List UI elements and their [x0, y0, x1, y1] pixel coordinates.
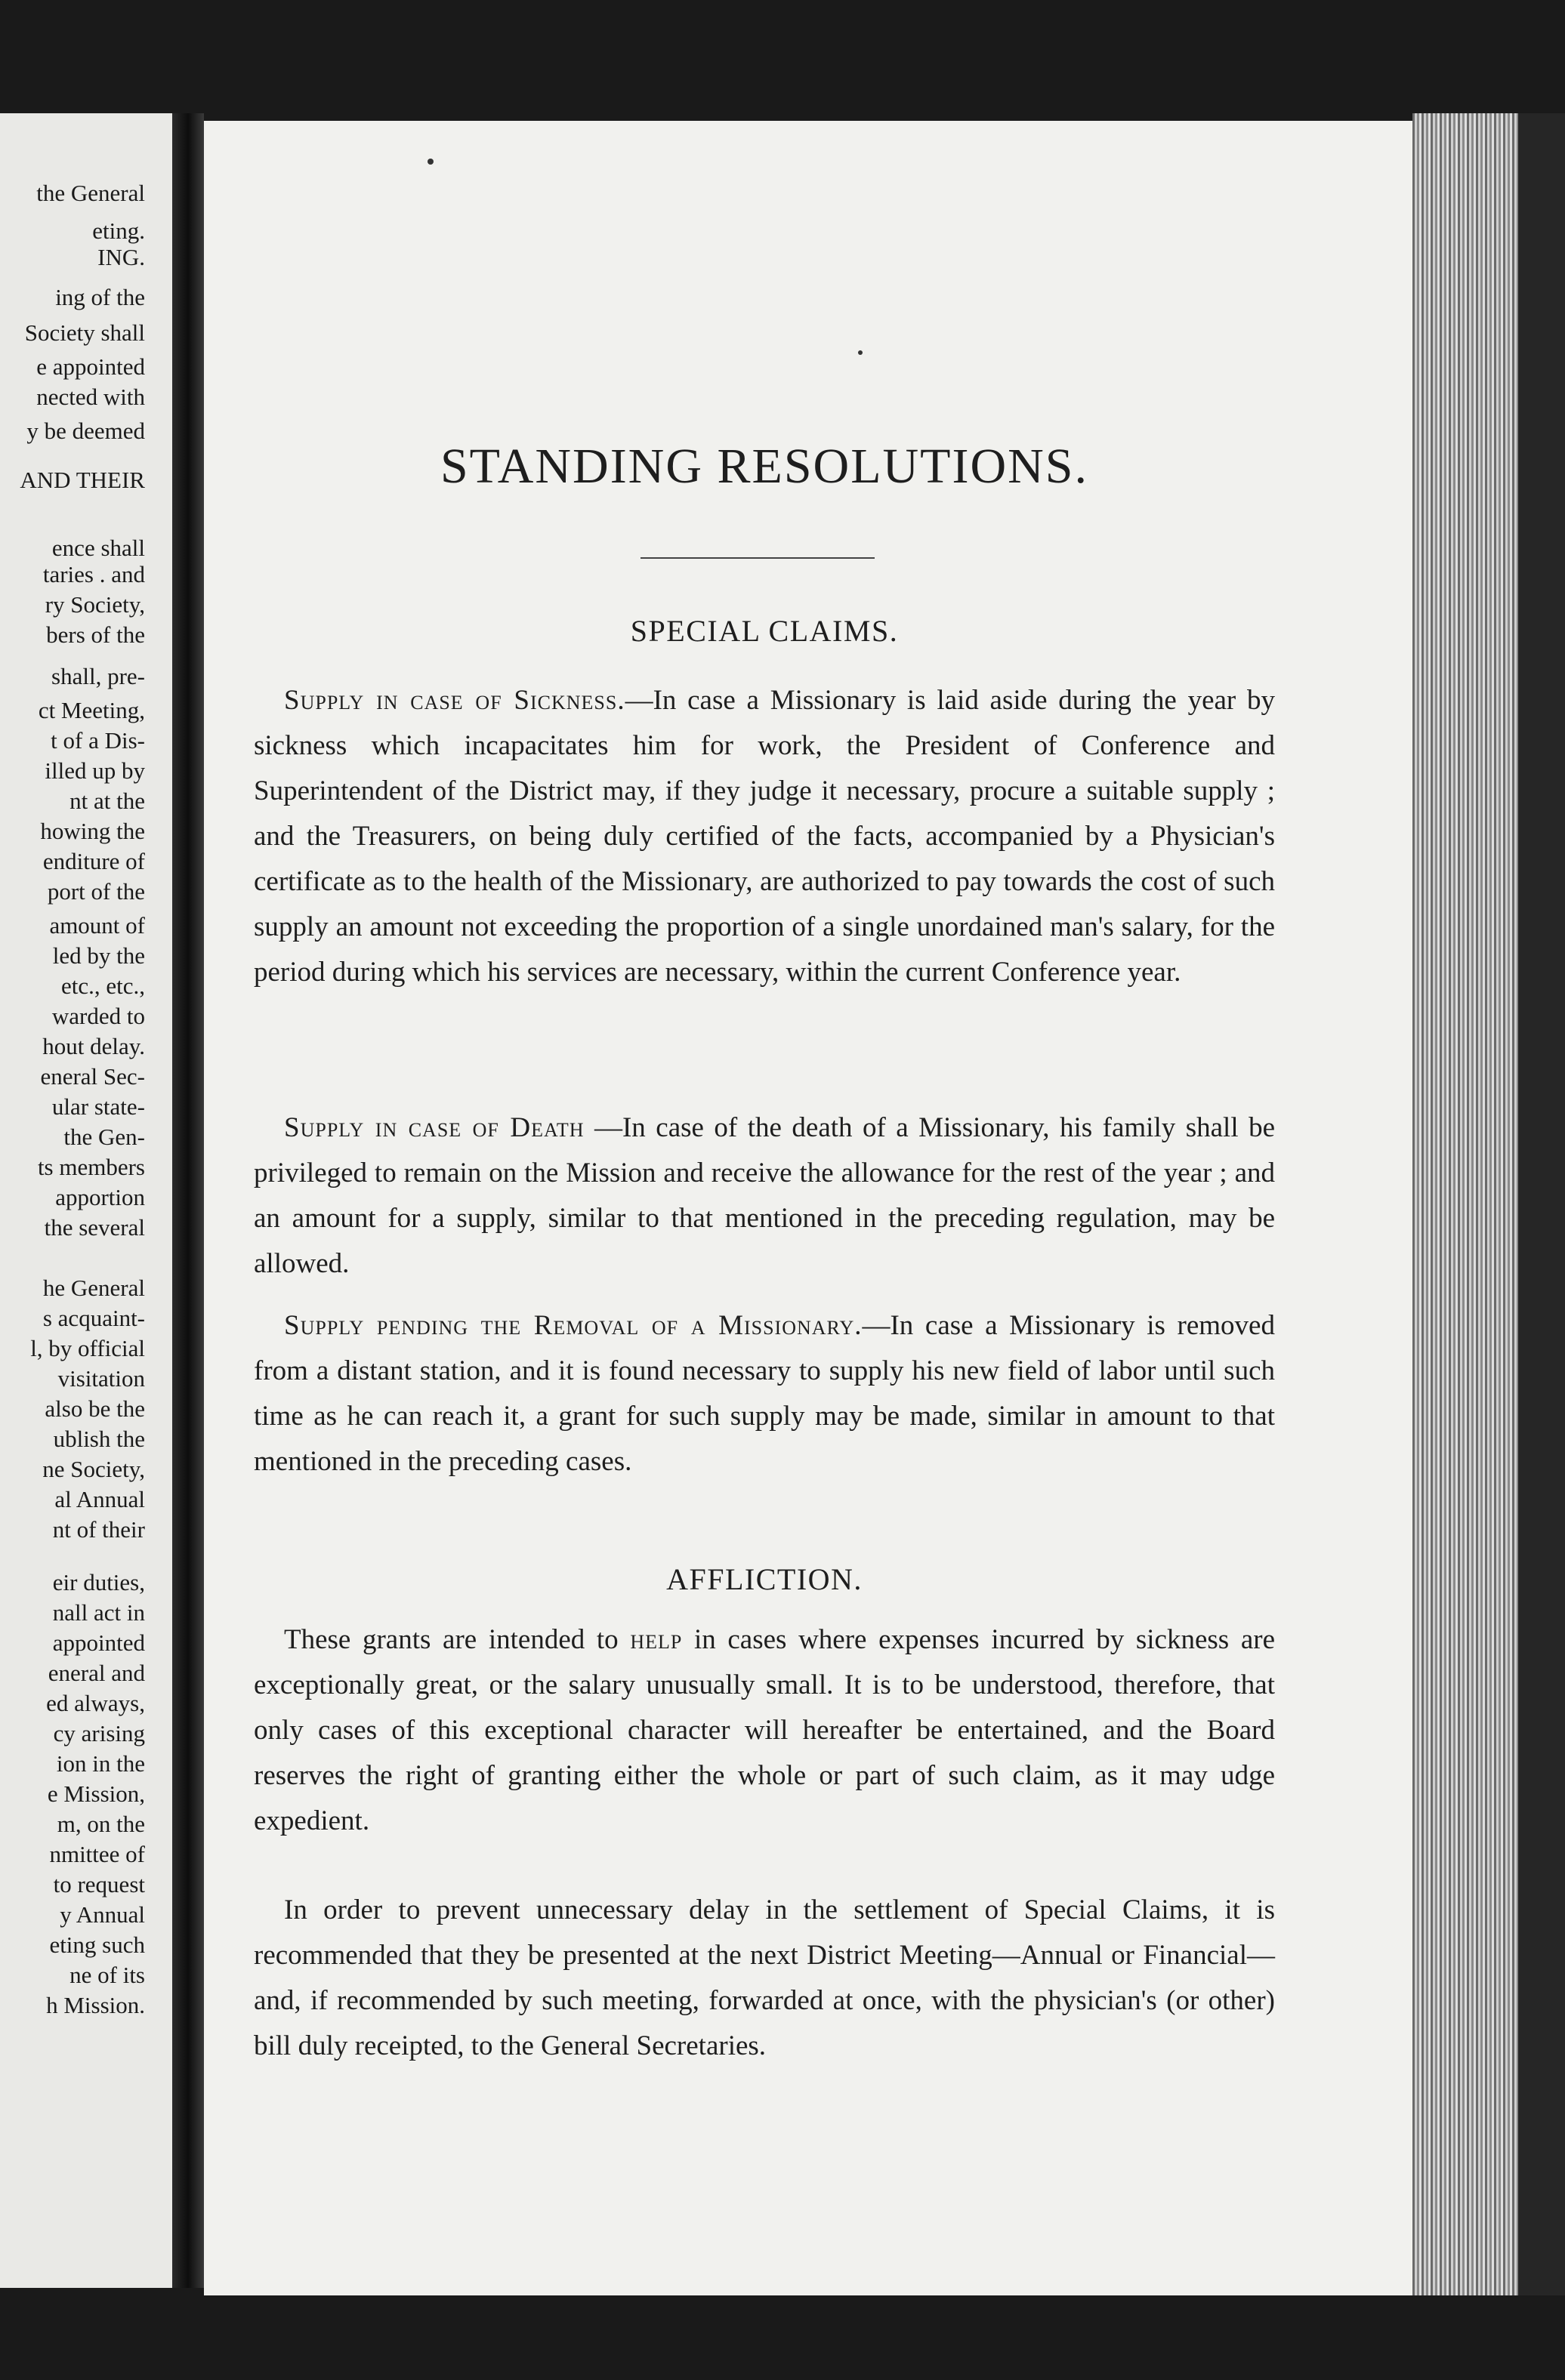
affliction-heading: AFFLICTION.: [666, 1562, 863, 1596]
left-page-line: e Mission,: [47, 1780, 145, 1807]
left-page-line: eting.: [92, 217, 145, 244]
left-page-line: bers of the: [46, 621, 145, 648]
speck: [428, 159, 434, 165]
left-page-line: ence shall: [51, 535, 145, 561]
left-page-line: to request: [53, 1871, 145, 1898]
left-page-line: h Mission.: [46, 1992, 145, 2018]
left-page-line: ed always,: [46, 1690, 145, 1716]
left-page-line: m, on the: [57, 1811, 145, 1837]
affliction-p1-post: in cases where expenses incurred by sickness are exceptionally great, or the salary unusually small. It is to be understood, therefore, that only cases of this exceptional character will hereafter be entertained, and the Board reserves the right of granting either the whole or part of such claim, as it may udge expedient.: [254, 1624, 1275, 1836]
special-claims-heading: SPECIAL CLAIMS.: [630, 614, 899, 648]
book-gutter: [172, 113, 204, 2288]
removal-text: —In case a Missionary is removed from a distant station, and it is found necessary to supply his new field of labor until such time as he can reach it, a grant for such supply may be made, similar in amount to that mentioned in the preceding cases.: [254, 1310, 1275, 1477]
left-page-line: warded to: [51, 1003, 145, 1029]
left-page-line: eir duties,: [52, 1569, 145, 1595]
left-page-line: ct Meeting,: [38, 697, 145, 723]
page-edge-stack: [1412, 113, 1518, 2295]
affliction-help-word: help: [630, 1624, 683, 1655]
left-page-line: appointed: [52, 1629, 145, 1656]
left-page-line: Society shall: [24, 319, 145, 346]
sickness-text: —In case a Missionary is laid aside during the year by sickness which incapacitates him for work, the President of Conference and Superintendent of the District may, if they judge it necessary, procure a suitable supply ; and the Treasurers, on being duly certified of the facts, accompanied by a Physician's certificate as to the health of the Missionary, are authorized to pay towards the cost of such supply an amount not exceeding the proportion of a single unordained man's salary, for the period during which his services are necessary, within the current Conference year.: [254, 685, 1275, 988]
left-page-line: port of the: [47, 878, 145, 905]
left-page-line: ry Society,: [45, 591, 145, 618]
left-page-line: nected with: [36, 384, 145, 410]
removal-lead: Supply pending the Removal of a Missionary.: [284, 1310, 863, 1341]
left-page-line: illed up by: [45, 757, 145, 784]
left-page-line: led by the: [52, 942, 145, 969]
left-page-line: visitation: [57, 1365, 145, 1392]
left-page-line: s acquaint-: [42, 1305, 145, 1331]
left-page-line: eneral and: [48, 1660, 145, 1686]
left-page-line: l, by official: [30, 1335, 145, 1361]
affliction-paragraph-2: In order to prevent unnecessary delay in the settlement of Special Claims, it is recommended that they be presented at the next District Meeting—Annual or Financial—and, if recommended by such meeting, forwarded at once, with the physician's (or other) bill duly receipted, to the General Secretaries.: [254, 1894, 1275, 2061]
left-page-line: also be the: [45, 1395, 145, 1422]
sickness-paragraph: [254, 678, 1275, 995]
speck: [858, 350, 863, 355]
affliction-paragraph-1: [254, 1617, 1275, 1844]
left-page-line: ne of its: [69, 1962, 145, 1988]
left-page-line: shall, pre-: [51, 663, 145, 689]
left-page-line: AND THEIR: [20, 467, 145, 493]
left-page-line: e appointed: [36, 353, 145, 380]
left-page-line: nt at the: [69, 788, 145, 814]
left-page-line: ne Society,: [42, 1456, 145, 1482]
sickness-lead: Supply in case of Sickness.: [284, 685, 625, 716]
death-lead: Supply in case of Death: [284, 1112, 585, 1143]
death-paragraph: [254, 1105, 1275, 1287]
left-page-line: ING.: [97, 244, 145, 270]
left-page-line: eneral Sec-: [40, 1063, 145, 1090]
left-page-line: etc., etc.,: [60, 973, 145, 999]
left-page-line: ing of the: [55, 284, 145, 310]
left-page-line: the several: [44, 1214, 145, 1241]
left-page-line: taries . and: [42, 561, 145, 587]
left-page-line: y be deemed: [26, 418, 145, 444]
left-page-line: he General: [42, 1275, 145, 1301]
left-page-line: eting such: [49, 1931, 145, 1958]
left-page-line: cy arising: [53, 1720, 145, 1746]
left-page-line: enditure of: [42, 848, 145, 874]
left-facing-page: [0, 113, 172, 2288]
left-page-line: nmittee of: [49, 1841, 145, 1867]
left-page-line: the General: [36, 180, 145, 206]
left-page-line: ular state-: [51, 1093, 145, 1120]
page-title: STANDING RESOLUTIONS.: [440, 439, 1089, 494]
title-rule: [641, 557, 875, 559]
removal-paragraph: [254, 1303, 1275, 1484]
affliction-p1-pre: These grants are intended to: [284, 1624, 631, 1655]
left-page-line: ublish the: [53, 1426, 145, 1452]
left-page-line: apportion: [55, 1184, 145, 1210]
left-page-line: howing the: [40, 818, 145, 844]
left-page-line: nall act in: [52, 1599, 145, 1626]
left-page-line: y Annual: [60, 1901, 145, 1928]
left-page-line: ts members: [37, 1154, 145, 1180]
left-page-line: amount of: [49, 912, 145, 939]
death-text: —In case of the death of a Missionary, his family shall be privileged to remain on the Mission and receive the allowance for the rest of the year ; and an amount for a supply, similar to that mentioned in the preceding regulation, may be allowed.: [254, 1112, 1275, 1279]
left-page-line: ion in the: [56, 1750, 145, 1777]
dark-background: [1518, 113, 1565, 2295]
left-page-line: hout delay.: [42, 1033, 145, 1059]
left-page-line: t of a Dis-: [51, 727, 145, 754]
left-page-line: the Gen-: [63, 1124, 145, 1150]
left-page-line: nt of their: [52, 1516, 145, 1543]
left-page-line: al Annual: [54, 1486, 145, 1512]
